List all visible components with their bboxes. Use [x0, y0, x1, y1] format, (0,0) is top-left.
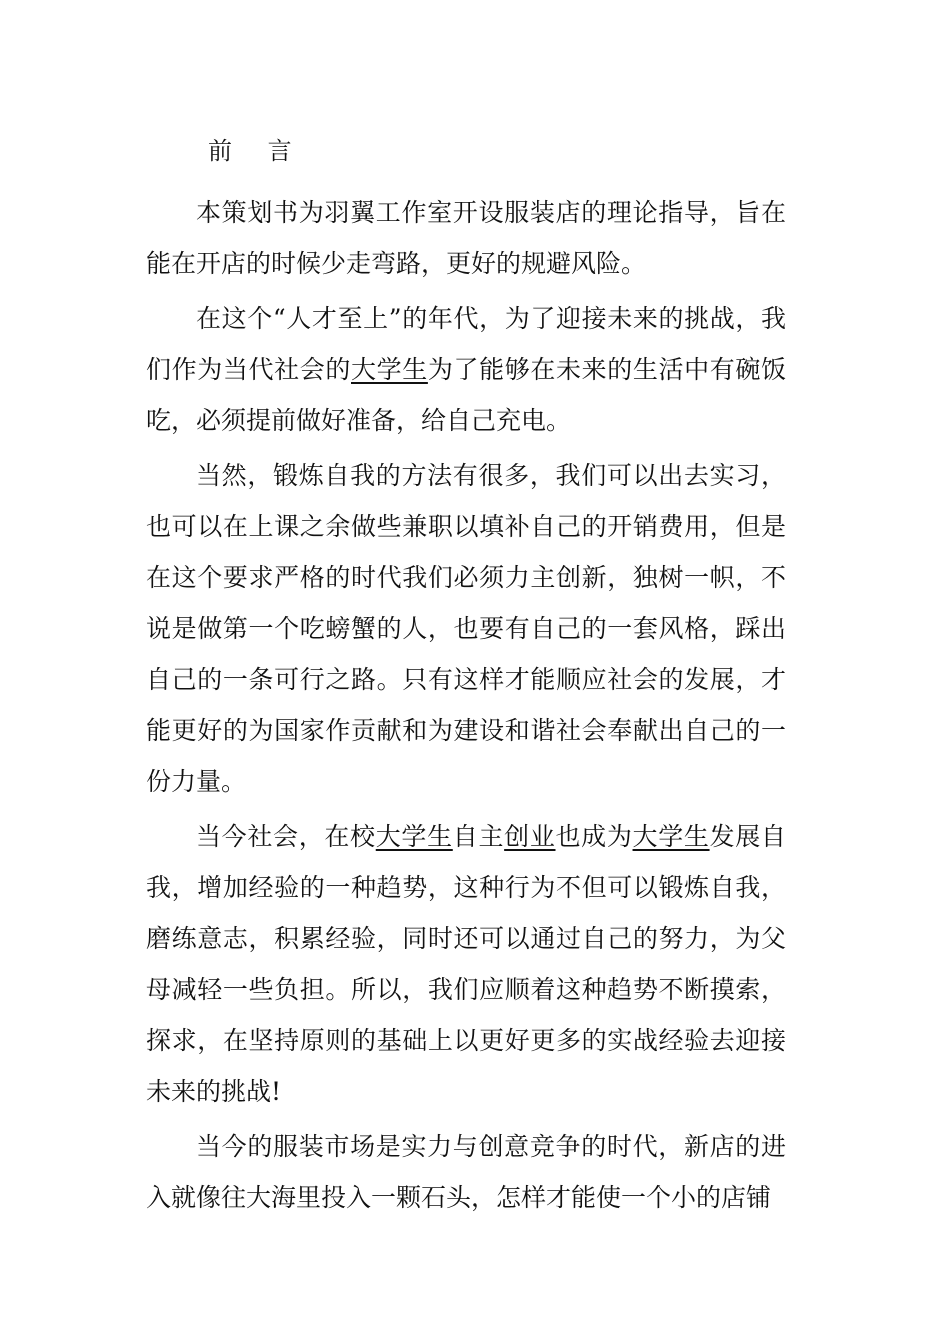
paragraph-2 — [146, 293, 786, 446]
text-run: 也成为 — [555, 822, 633, 851]
paragraph-4 — [146, 811, 786, 1117]
document-page — [146, 128, 786, 1223]
paragraph-1 — [146, 187, 786, 289]
underlined-term: 创业 — [504, 822, 556, 851]
text-run: 本策划书为羽翼工作室开设服装店的理论指导，旨在能在开店的时候少走弯路，更好的规避风险。 — [146, 198, 786, 278]
text-run: 在这个“人才至上”的年代，为了迎接未来的挑战，我们作为当代社会的 — [146, 304, 786, 384]
text-run: 当今社会，在校 — [196, 822, 376, 851]
underlined-term: 大学生 — [351, 355, 428, 384]
underlined-term: 大学生 — [375, 822, 453, 851]
paragraph-5 — [146, 1121, 786, 1223]
text-run: 当然，锻炼自我的方法有很多，我们可以出去实习，也可以在上课之余做些兼职以填补自己的开销费用，但是在这个要求严格的时代我们必须力主创新，独树一帜，不说是做第一个吃螃蟹的人，也要有自己的一套风格，踩出自己的一条可行之路。只有这样才能顺应社会的发展，才能更好的为国家作贡献和为建设和谐社会奉献出自己的一份力量。 — [146, 461, 786, 796]
text-run: 发展自我，增加经验的一种趋势，这种行为不但可以锻炼自我，磨练意志，积累经验，同时还可以通过自己的努力，为父母减轻一些负担。所以，我们应顺着这种趋势不断摸索，探求，在坚持原则的基础上以更好更多的实战经验去迎接未来的挑战! — [146, 822, 786, 1106]
text-run: 自主 — [452, 822, 505, 851]
underlined-term: 大学生 — [632, 822, 710, 851]
paragraph-3 — [146, 450, 786, 807]
text-run: 当今的服装市场是实力与创意竞争的时代，新店的进入就像往大海里投入一颗石头，怎样才能使一个小的店铺 — [146, 1132, 786, 1212]
page-title: 前 言 — [208, 137, 306, 165]
text-run: 为了能够在未来的生活中有碗饭吃，必须提前做好准备，给自己充电。 — [146, 355, 786, 435]
